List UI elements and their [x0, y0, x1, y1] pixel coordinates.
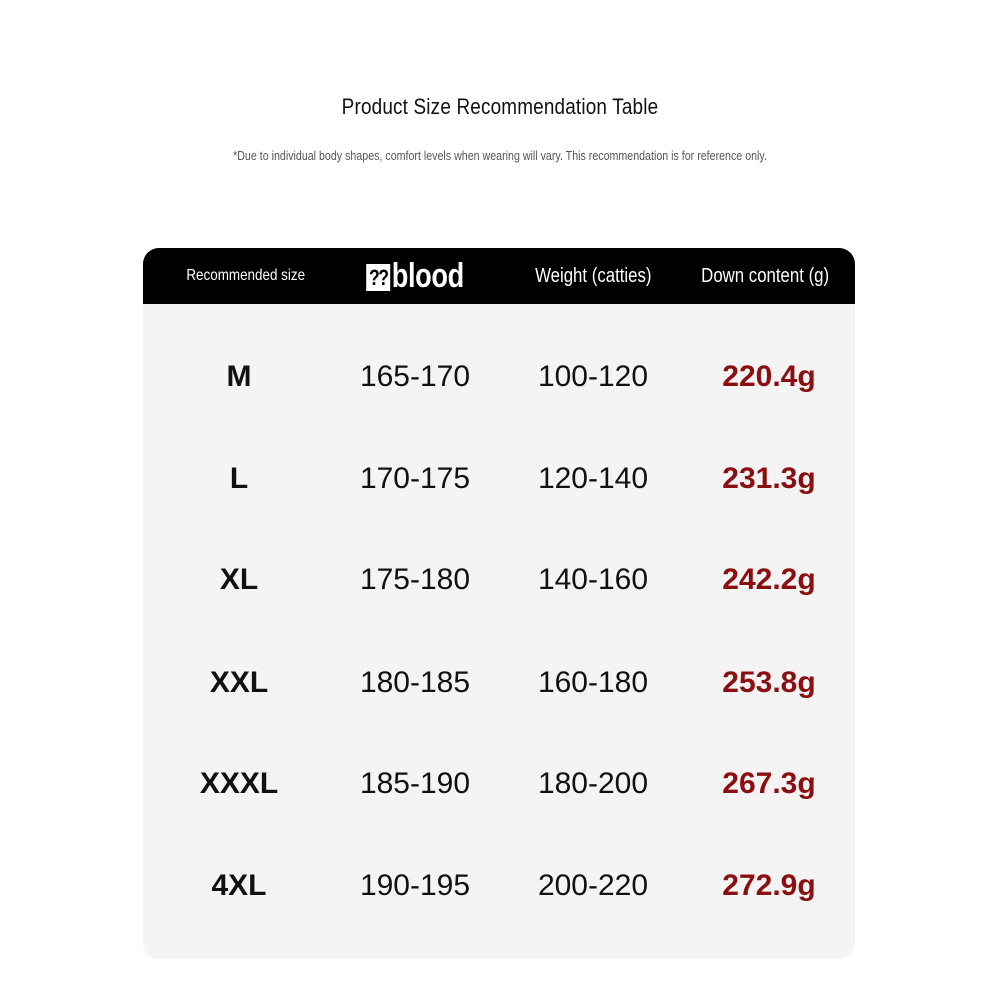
column-header-height-text: blood [391, 256, 464, 295]
size-cell: XXL [209, 666, 269, 699]
weight-cell: 140-160 [537, 563, 649, 596]
height-cell: 190-195 [359, 869, 471, 902]
column-header-weight-label: Weight (catties) [534, 264, 652, 287]
weight-cell: 160-180 [537, 666, 649, 699]
table-row [143, 653, 855, 713]
column-header-down [681, 248, 849, 304]
height-cell: 165-170 [359, 360, 471, 393]
table-row [143, 550, 855, 610]
down-content-cell: 272.9g [722, 869, 816, 902]
table-row [143, 856, 855, 916]
size-cell: 4XL [211, 869, 267, 902]
down-content-cell: 242.2g [722, 563, 816, 596]
disclaimer-note: *Due to individual body shapes, comfort levels when wearing will vary. This recommendation is for reference only. [233, 148, 767, 163]
table-row [143, 347, 855, 407]
column-header-height [339, 248, 491, 304]
down-content-cell: 231.3g [722, 462, 816, 495]
page-title: Product Size Recommendation Table [341, 94, 659, 119]
weight-cell: 120-140 [537, 462, 649, 495]
column-header-height-label [366, 257, 464, 296]
size-cell: XXXL [199, 767, 279, 800]
column-header-weight [505, 248, 681, 304]
missing-glyph-box: ?? [366, 264, 390, 291]
table-row [143, 449, 855, 509]
size-table [143, 248, 855, 959]
size-cell: XL [219, 563, 259, 596]
table-row [143, 754, 855, 814]
height-cell: 175-180 [359, 563, 471, 596]
height-cell: 180-185 [359, 666, 471, 699]
column-header-down-label: Down content (g) [701, 264, 829, 287]
table-header [143, 248, 855, 304]
down-content-cell: 220.4g [722, 360, 816, 393]
weight-cell: 100-120 [537, 360, 649, 393]
down-content-cell: 267.3g [722, 767, 816, 800]
down-content-cell: 253.8g [722, 666, 816, 699]
height-cell: 170-175 [359, 462, 471, 495]
size-cell: M [226, 360, 252, 393]
column-header-size-label: Recommended size [186, 267, 306, 284]
weight-cell: 200-220 [537, 869, 649, 902]
column-header-size [153, 248, 339, 304]
weight-cell: 180-200 [537, 767, 649, 800]
height-cell: 185-190 [359, 767, 471, 800]
size-cell: L [229, 462, 249, 495]
